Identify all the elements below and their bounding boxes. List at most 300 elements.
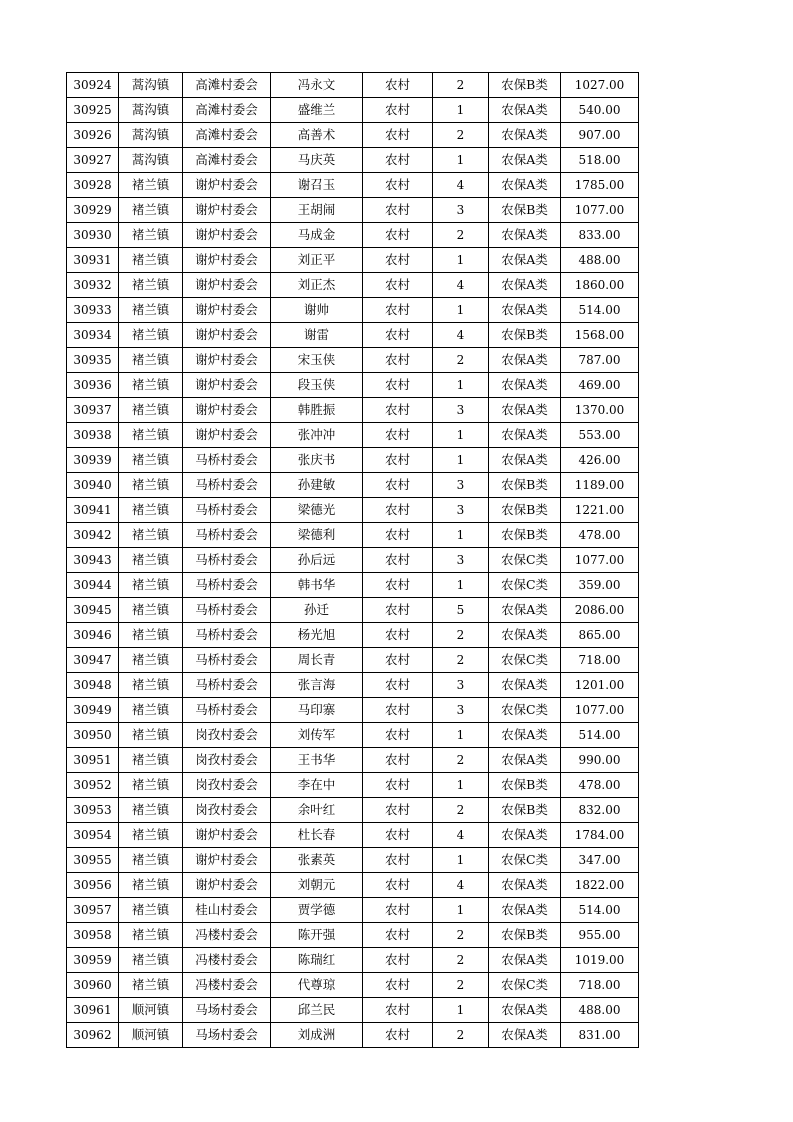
amount-cell: 1077.00 <box>561 198 639 223</box>
town-cell: 顺河镇 <box>119 1023 183 1048</box>
household-count-cell: 2 <box>433 748 489 773</box>
table-row <box>67 523 639 548</box>
amount-cell: 990.00 <box>561 748 639 773</box>
village-committee-cell: 马桥村委会 <box>183 473 271 498</box>
table-row <box>67 948 639 973</box>
town-cell: 褚兰镇 <box>119 548 183 573</box>
table-row <box>67 423 639 448</box>
area-type-cell: 农村 <box>363 598 433 623</box>
insurance-category-cell: 农保A类 <box>489 223 561 248</box>
village-committee-cell: 岗孜村委会 <box>183 723 271 748</box>
area-type-cell: 农村 <box>363 848 433 873</box>
area-type-cell: 农村 <box>363 198 433 223</box>
table-row <box>67 98 639 123</box>
household-count-cell: 3 <box>433 398 489 423</box>
name-cell: 贾学德 <box>271 898 363 923</box>
insurance-category-cell: 农保A类 <box>489 748 561 773</box>
insurance-category-cell: 农保B类 <box>489 523 561 548</box>
village-committee-cell: 谢炉村委会 <box>183 173 271 198</box>
household-count-cell: 4 <box>433 823 489 848</box>
town-cell: 褚兰镇 <box>119 498 183 523</box>
amount-cell: 478.00 <box>561 523 639 548</box>
record-id-cell: 30938 <box>67 423 119 448</box>
town-cell: 褚兰镇 <box>119 573 183 598</box>
record-id-cell: 30954 <box>67 823 119 848</box>
area-type-cell: 农村 <box>363 173 433 198</box>
area-type-cell: 农村 <box>363 973 433 998</box>
town-cell: 褚兰镇 <box>119 223 183 248</box>
area-type-cell: 农村 <box>363 248 433 273</box>
insurance-category-cell: 农保A类 <box>489 873 561 898</box>
town-cell: 褚兰镇 <box>119 698 183 723</box>
household-count-cell: 1 <box>433 773 489 798</box>
name-cell: 韩胜振 <box>271 398 363 423</box>
record-id-cell: 30936 <box>67 373 119 398</box>
village-committee-cell: 马场村委会 <box>183 1023 271 1048</box>
amount-cell: 488.00 <box>561 998 639 1023</box>
insurance-category-cell: 农保A类 <box>489 948 561 973</box>
name-cell: 段玉侠 <box>271 373 363 398</box>
insurance-category-cell: 农保B类 <box>489 923 561 948</box>
area-type-cell: 农村 <box>363 823 433 848</box>
record-id-cell: 30958 <box>67 923 119 948</box>
area-type-cell: 农村 <box>363 998 433 1023</box>
insurance-category-cell: 农保A类 <box>489 173 561 198</box>
table-row <box>67 848 639 873</box>
town-cell: 褚兰镇 <box>119 898 183 923</box>
household-count-cell: 1 <box>433 423 489 448</box>
insurance-category-cell: 农保A类 <box>489 998 561 1023</box>
table-row <box>67 223 639 248</box>
table-row <box>67 498 639 523</box>
insurance-category-cell: 农保C类 <box>489 573 561 598</box>
table-row <box>67 248 639 273</box>
town-cell: 褚兰镇 <box>119 298 183 323</box>
village-committee-cell: 谢炉村委会 <box>183 248 271 273</box>
village-committee-cell: 谢炉村委会 <box>183 273 271 298</box>
household-count-cell: 3 <box>433 473 489 498</box>
name-cell: 李在中 <box>271 773 363 798</box>
area-type-cell: 农村 <box>363 298 433 323</box>
area-type-cell: 农村 <box>363 898 433 923</box>
record-id-cell: 30925 <box>67 98 119 123</box>
table-row <box>67 73 639 98</box>
household-count-cell: 1 <box>433 573 489 598</box>
amount-cell: 1221.00 <box>561 498 639 523</box>
records-table-body <box>67 73 639 1048</box>
town-cell: 褚兰镇 <box>119 923 183 948</box>
name-cell: 刘传军 <box>271 723 363 748</box>
area-type-cell: 农村 <box>363 723 433 748</box>
record-id-cell: 30947 <box>67 648 119 673</box>
village-committee-cell: 高滩村委会 <box>183 123 271 148</box>
village-committee-cell: 高滩村委会 <box>183 148 271 173</box>
village-committee-cell: 马场村委会 <box>183 998 271 1023</box>
insurance-category-cell: 农保A类 <box>489 298 561 323</box>
village-committee-cell: 谢炉村委会 <box>183 823 271 848</box>
name-cell: 孙迁 <box>271 598 363 623</box>
town-cell: 蒿沟镇 <box>119 73 183 98</box>
area-type-cell: 农村 <box>363 623 433 648</box>
amount-cell: 787.00 <box>561 348 639 373</box>
record-id-cell: 30949 <box>67 698 119 723</box>
town-cell: 褚兰镇 <box>119 523 183 548</box>
insurance-category-cell: 农保A类 <box>489 448 561 473</box>
town-cell: 褚兰镇 <box>119 273 183 298</box>
insurance-category-cell: 农保A类 <box>489 423 561 448</box>
village-committee-cell: 岗孜村委会 <box>183 748 271 773</box>
town-cell: 褚兰镇 <box>119 198 183 223</box>
name-cell: 王胡闹 <box>271 198 363 223</box>
insurance-category-cell: 农保A类 <box>489 898 561 923</box>
insurance-category-cell: 农保A类 <box>489 398 561 423</box>
record-id-cell: 30939 <box>67 448 119 473</box>
town-cell: 褚兰镇 <box>119 623 183 648</box>
village-committee-cell: 谢炉村委会 <box>183 873 271 898</box>
insurance-category-cell: 农保B类 <box>489 498 561 523</box>
insurance-category-cell: 农保A类 <box>489 123 561 148</box>
village-committee-cell: 谢炉村委会 <box>183 323 271 348</box>
town-cell: 褚兰镇 <box>119 648 183 673</box>
area-type-cell: 农村 <box>363 923 433 948</box>
name-cell: 高善术 <box>271 123 363 148</box>
household-count-cell: 3 <box>433 673 489 698</box>
name-cell: 邱兰民 <box>271 998 363 1023</box>
table-row <box>67 473 639 498</box>
record-id-cell: 30928 <box>67 173 119 198</box>
record-id-cell: 30962 <box>67 1023 119 1048</box>
record-id-cell: 30927 <box>67 148 119 173</box>
household-count-cell: 2 <box>433 973 489 998</box>
name-cell: 梁德光 <box>271 498 363 523</box>
village-committee-cell: 马桥村委会 <box>183 448 271 473</box>
town-cell: 褚兰镇 <box>119 323 183 348</box>
amount-cell: 1019.00 <box>561 948 639 973</box>
record-id-cell: 30924 <box>67 73 119 98</box>
area-type-cell: 农村 <box>363 323 433 348</box>
village-committee-cell: 高滩村委会 <box>183 73 271 98</box>
village-committee-cell: 谢炉村委会 <box>183 348 271 373</box>
area-type-cell: 农村 <box>363 648 433 673</box>
amount-cell: 1077.00 <box>561 698 639 723</box>
name-cell: 梁德利 <box>271 523 363 548</box>
record-id-cell: 30955 <box>67 848 119 873</box>
town-cell: 顺河镇 <box>119 998 183 1023</box>
table-row <box>67 323 639 348</box>
name-cell: 刘正杰 <box>271 273 363 298</box>
town-cell: 褚兰镇 <box>119 723 183 748</box>
household-count-cell: 3 <box>433 698 489 723</box>
village-committee-cell: 马桥村委会 <box>183 673 271 698</box>
household-count-cell: 1 <box>433 998 489 1023</box>
area-type-cell: 农村 <box>363 748 433 773</box>
household-count-cell: 2 <box>433 948 489 973</box>
name-cell: 孙建敏 <box>271 473 363 498</box>
amount-cell: 540.00 <box>561 98 639 123</box>
record-id-cell: 30959 <box>67 948 119 973</box>
amount-cell: 718.00 <box>561 648 639 673</box>
household-count-cell: 2 <box>433 348 489 373</box>
record-id-cell: 30945 <box>67 598 119 623</box>
table-row <box>67 748 639 773</box>
name-cell: 孙后远 <box>271 548 363 573</box>
town-cell: 蒿沟镇 <box>119 148 183 173</box>
amount-cell: 514.00 <box>561 723 639 748</box>
town-cell: 褚兰镇 <box>119 973 183 998</box>
village-committee-cell: 马桥村委会 <box>183 523 271 548</box>
insurance-category-cell: 农保B类 <box>489 323 561 348</box>
amount-cell: 831.00 <box>561 1023 639 1048</box>
name-cell: 代尊琼 <box>271 973 363 998</box>
household-count-cell: 3 <box>433 198 489 223</box>
name-cell: 余叶红 <box>271 798 363 823</box>
town-cell: 褚兰镇 <box>119 848 183 873</box>
record-id-cell: 30933 <box>67 298 119 323</box>
insurance-category-cell: 农保A类 <box>489 723 561 748</box>
record-id-cell: 30940 <box>67 473 119 498</box>
town-cell: 褚兰镇 <box>119 823 183 848</box>
household-count-cell: 4 <box>433 873 489 898</box>
record-id-cell: 30946 <box>67 623 119 648</box>
insurance-category-cell: 农保A类 <box>489 148 561 173</box>
record-id-cell: 30956 <box>67 873 119 898</box>
area-type-cell: 农村 <box>363 448 433 473</box>
village-committee-cell: 岗孜村委会 <box>183 798 271 823</box>
record-id-cell: 30935 <box>67 348 119 373</box>
household-count-cell: 2 <box>433 623 489 648</box>
household-count-cell: 4 <box>433 173 489 198</box>
name-cell: 谢召玉 <box>271 173 363 198</box>
village-committee-cell: 冯楼村委会 <box>183 973 271 998</box>
village-committee-cell: 马桥村委会 <box>183 698 271 723</box>
name-cell: 陈开强 <box>271 923 363 948</box>
insurance-category-cell: 农保A类 <box>489 823 561 848</box>
insurance-category-cell: 农保B类 <box>489 198 561 223</box>
name-cell: 谢帅 <box>271 298 363 323</box>
area-type-cell: 农村 <box>363 673 433 698</box>
name-cell: 韩书华 <box>271 573 363 598</box>
town-cell: 蒿沟镇 <box>119 123 183 148</box>
village-committee-cell: 谢炉村委会 <box>183 423 271 448</box>
record-id-cell: 30932 <box>67 273 119 298</box>
amount-cell: 1077.00 <box>561 548 639 573</box>
amount-cell: 514.00 <box>561 298 639 323</box>
table-row <box>67 1023 639 1048</box>
insurance-category-cell: 农保C类 <box>489 848 561 873</box>
amount-cell: 514.00 <box>561 898 639 923</box>
village-committee-cell: 冯楼村委会 <box>183 923 271 948</box>
household-count-cell: 3 <box>433 498 489 523</box>
household-count-cell: 2 <box>433 123 489 148</box>
amount-cell: 1201.00 <box>561 673 639 698</box>
village-committee-cell: 岗孜村委会 <box>183 773 271 798</box>
name-cell: 盛维兰 <box>271 98 363 123</box>
area-type-cell: 农村 <box>363 348 433 373</box>
name-cell: 宋玉侠 <box>271 348 363 373</box>
insurance-category-cell: 农保B类 <box>489 773 561 798</box>
insurance-category-cell: 农保B类 <box>489 798 561 823</box>
village-committee-cell: 马桥村委会 <box>183 598 271 623</box>
name-cell: 张素英 <box>271 848 363 873</box>
record-id-cell: 30957 <box>67 898 119 923</box>
record-id-cell: 30953 <box>67 798 119 823</box>
area-type-cell: 农村 <box>363 798 433 823</box>
town-cell: 褚兰镇 <box>119 173 183 198</box>
area-type-cell: 农村 <box>363 473 433 498</box>
household-count-cell: 1 <box>433 248 489 273</box>
records-table <box>66 72 639 1048</box>
area-type-cell: 农村 <box>363 873 433 898</box>
amount-cell: 833.00 <box>561 223 639 248</box>
household-count-cell: 1 <box>433 98 489 123</box>
household-count-cell: 1 <box>433 373 489 398</box>
amount-cell: 469.00 <box>561 373 639 398</box>
name-cell: 刘正平 <box>271 248 363 273</box>
table-row <box>67 273 639 298</box>
name-cell: 谢雷 <box>271 323 363 348</box>
amount-cell: 478.00 <box>561 773 639 798</box>
insurance-category-cell: 农保A类 <box>489 673 561 698</box>
village-committee-cell: 马桥村委会 <box>183 648 271 673</box>
village-committee-cell: 马桥村委会 <box>183 498 271 523</box>
name-cell: 张冲冲 <box>271 423 363 448</box>
household-count-cell: 1 <box>433 898 489 923</box>
insurance-category-cell: 农保A类 <box>489 598 561 623</box>
household-count-cell: 3 <box>433 548 489 573</box>
table-row <box>67 123 639 148</box>
town-cell: 褚兰镇 <box>119 748 183 773</box>
amount-cell: 347.00 <box>561 848 639 873</box>
amount-cell: 865.00 <box>561 623 639 648</box>
area-type-cell: 农村 <box>363 273 433 298</box>
table-row <box>67 398 639 423</box>
household-count-cell: 1 <box>433 723 489 748</box>
record-id-cell: 30941 <box>67 498 119 523</box>
village-committee-cell: 马桥村委会 <box>183 623 271 648</box>
village-committee-cell: 谢炉村委会 <box>183 398 271 423</box>
record-id-cell: 30931 <box>67 248 119 273</box>
table-row <box>67 298 639 323</box>
insurance-category-cell: 农保C类 <box>489 973 561 998</box>
household-count-cell: 2 <box>433 1023 489 1048</box>
table-row <box>67 348 639 373</box>
table-row <box>67 898 639 923</box>
name-cell: 杜长春 <box>271 823 363 848</box>
record-id-cell: 30937 <box>67 398 119 423</box>
town-cell: 褚兰镇 <box>119 798 183 823</box>
town-cell: 蒿沟镇 <box>119 98 183 123</box>
household-count-cell: 4 <box>433 323 489 348</box>
table-row <box>67 673 639 698</box>
insurance-category-cell: 农保A类 <box>489 98 561 123</box>
area-type-cell: 农村 <box>363 523 433 548</box>
record-id-cell: 30934 <box>67 323 119 348</box>
area-type-cell: 农村 <box>363 1023 433 1048</box>
insurance-category-cell: 农保A类 <box>489 348 561 373</box>
amount-cell: 1568.00 <box>561 323 639 348</box>
area-type-cell: 农村 <box>363 698 433 723</box>
name-cell: 杨光旭 <box>271 623 363 648</box>
insurance-category-cell: 农保A类 <box>489 1023 561 1048</box>
town-cell: 褚兰镇 <box>119 248 183 273</box>
insurance-category-cell: 农保B类 <box>489 473 561 498</box>
household-count-cell: 1 <box>433 848 489 873</box>
table-row <box>67 173 639 198</box>
record-id-cell: 30961 <box>67 998 119 1023</box>
town-cell: 褚兰镇 <box>119 448 183 473</box>
amount-cell: 955.00 <box>561 923 639 948</box>
insurance-category-cell: 农保C类 <box>489 548 561 573</box>
household-count-cell: 2 <box>433 798 489 823</box>
village-committee-cell: 谢炉村委会 <box>183 373 271 398</box>
record-id-cell: 30952 <box>67 773 119 798</box>
insurance-category-cell: 农保C类 <box>489 698 561 723</box>
insurance-category-cell: 农保A类 <box>489 623 561 648</box>
household-count-cell: 1 <box>433 298 489 323</box>
village-committee-cell: 桂山村委会 <box>183 898 271 923</box>
area-type-cell: 农村 <box>363 73 433 98</box>
village-committee-cell: 谢炉村委会 <box>183 848 271 873</box>
town-cell: 褚兰镇 <box>119 473 183 498</box>
village-committee-cell: 马桥村委会 <box>183 548 271 573</box>
insurance-category-cell: 农保C类 <box>489 648 561 673</box>
area-type-cell: 农村 <box>363 498 433 523</box>
table-row <box>67 573 639 598</box>
area-type-cell: 农村 <box>363 548 433 573</box>
record-id-cell: 30960 <box>67 973 119 998</box>
record-id-cell: 30950 <box>67 723 119 748</box>
area-type-cell: 农村 <box>363 398 433 423</box>
village-committee-cell: 高滩村委会 <box>183 98 271 123</box>
household-count-cell: 1 <box>433 448 489 473</box>
amount-cell: 1822.00 <box>561 873 639 898</box>
village-committee-cell: 马桥村委会 <box>183 573 271 598</box>
record-id-cell: 30951 <box>67 748 119 773</box>
household-count-cell: 2 <box>433 923 489 948</box>
insurance-category-cell: 农保B类 <box>489 73 561 98</box>
name-cell: 陈瑞红 <box>271 948 363 973</box>
household-count-cell: 2 <box>433 223 489 248</box>
household-count-cell: 5 <box>433 598 489 623</box>
amount-cell: 426.00 <box>561 448 639 473</box>
area-type-cell: 农村 <box>363 373 433 398</box>
area-type-cell: 农村 <box>363 123 433 148</box>
table-row <box>67 873 639 898</box>
area-type-cell: 农村 <box>363 98 433 123</box>
town-cell: 褚兰镇 <box>119 373 183 398</box>
household-count-cell: 2 <box>433 648 489 673</box>
name-cell: 刘成洲 <box>271 1023 363 1048</box>
table-row <box>67 798 639 823</box>
amount-cell: 488.00 <box>561 248 639 273</box>
town-cell: 褚兰镇 <box>119 348 183 373</box>
amount-cell: 718.00 <box>561 973 639 998</box>
household-count-cell: 2 <box>433 73 489 98</box>
amount-cell: 518.00 <box>561 148 639 173</box>
village-committee-cell: 冯楼村委会 <box>183 948 271 973</box>
record-id-cell: 30929 <box>67 198 119 223</box>
name-cell: 周长青 <box>271 648 363 673</box>
amount-cell: 553.00 <box>561 423 639 448</box>
amount-cell: 2086.00 <box>561 598 639 623</box>
table-row <box>67 823 639 848</box>
table-row <box>67 198 639 223</box>
record-id-cell: 30944 <box>67 573 119 598</box>
table-row <box>67 698 639 723</box>
name-cell: 刘朝元 <box>271 873 363 898</box>
name-cell: 张言海 <box>271 673 363 698</box>
household-count-cell: 1 <box>433 148 489 173</box>
